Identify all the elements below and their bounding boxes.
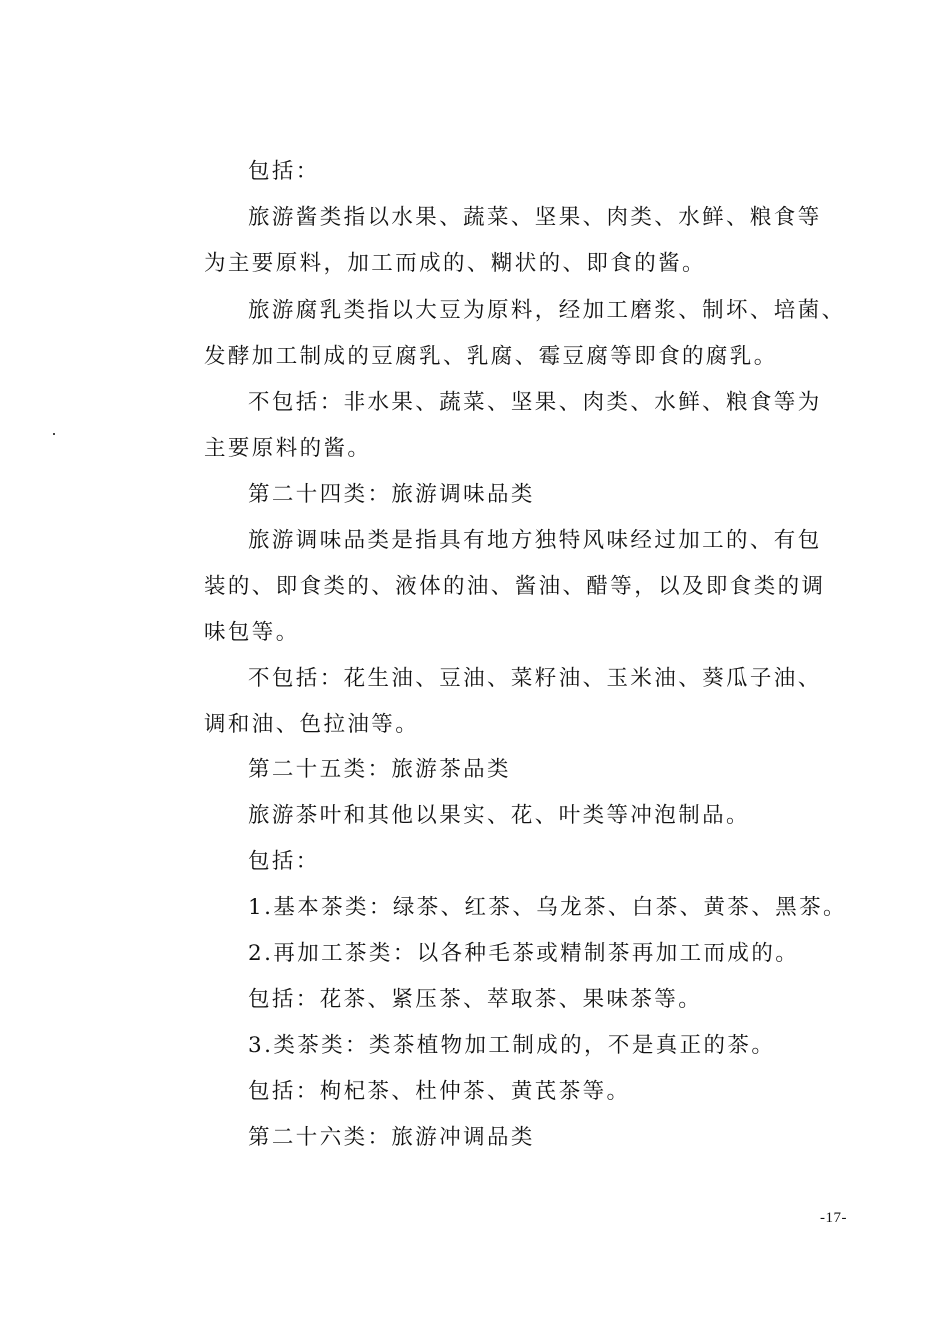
paragraph-line: 不包括：非水果、蔬菜、坚果、肉类、水鲜、粮食等为 xyxy=(248,390,822,415)
paragraph-line: 装的、即食类的、液体的油、酱油、醋等，以及即食类的调 xyxy=(204,574,826,599)
paragraph-line: 旅游茶叶和其他以果实、花、叶类等冲泡制品。 xyxy=(248,803,750,828)
page-number: -17- xyxy=(820,1210,847,1226)
paragraph-line: 味包等。 xyxy=(204,620,300,645)
paragraph-line: 为主要原料，加工而成的、糊状的、即食的酱。 xyxy=(204,251,706,276)
paragraph-line: 包括： xyxy=(248,849,320,874)
section-heading: 第二十四类：旅游调味品类 xyxy=(248,482,535,507)
scan-speck xyxy=(53,433,55,435)
paragraph-line: 包括：花茶、紧压茶、萃取茶、果味茶等。 xyxy=(248,987,703,1012)
list-item: 1.基本茶类：绿茶、红茶、乌龙茶、白茶、黄茶、黑茶。 xyxy=(248,895,847,920)
section-heading: 第二十六类：旅游冲调品类 xyxy=(248,1125,535,1150)
paragraph-line: 旅游酱类指以水果、蔬菜、坚果、肉类、水鲜、粮食等 xyxy=(248,205,822,230)
list-item: 3.类茶类：类茶植物加工制成的，不是真正的茶。 xyxy=(248,1033,776,1058)
paragraph-line: 不包括：花生油、豆油、菜籽油、玉米油、葵瓜子油、 xyxy=(248,666,822,691)
paragraph-line: 主要原料的酱。 xyxy=(204,436,372,461)
list-item: 2.再加工茶类：以各种毛茶或精制茶再加工而成的。 xyxy=(248,941,800,966)
paragraph-line: 包括：枸杞茶、杜仲茶、黄芪茶等。 xyxy=(248,1079,631,1104)
paragraph-line: 旅游调味品类是指具有地方独特风味经过加工的、有包 xyxy=(248,528,822,553)
paragraph-line: 包括： xyxy=(248,159,320,184)
paragraph-line: 发酵加工制成的豆腐乳、乳腐、霉豆腐等即食的腐乳。 xyxy=(204,344,778,369)
section-heading: 第二十五类：旅游茶品类 xyxy=(248,757,511,782)
paragraph-line: 旅游腐乳类指以大豆为原料，经加工磨浆、制坏、培菌、 xyxy=(248,298,846,323)
paragraph-line: 调和油、色拉油等。 xyxy=(204,712,420,737)
